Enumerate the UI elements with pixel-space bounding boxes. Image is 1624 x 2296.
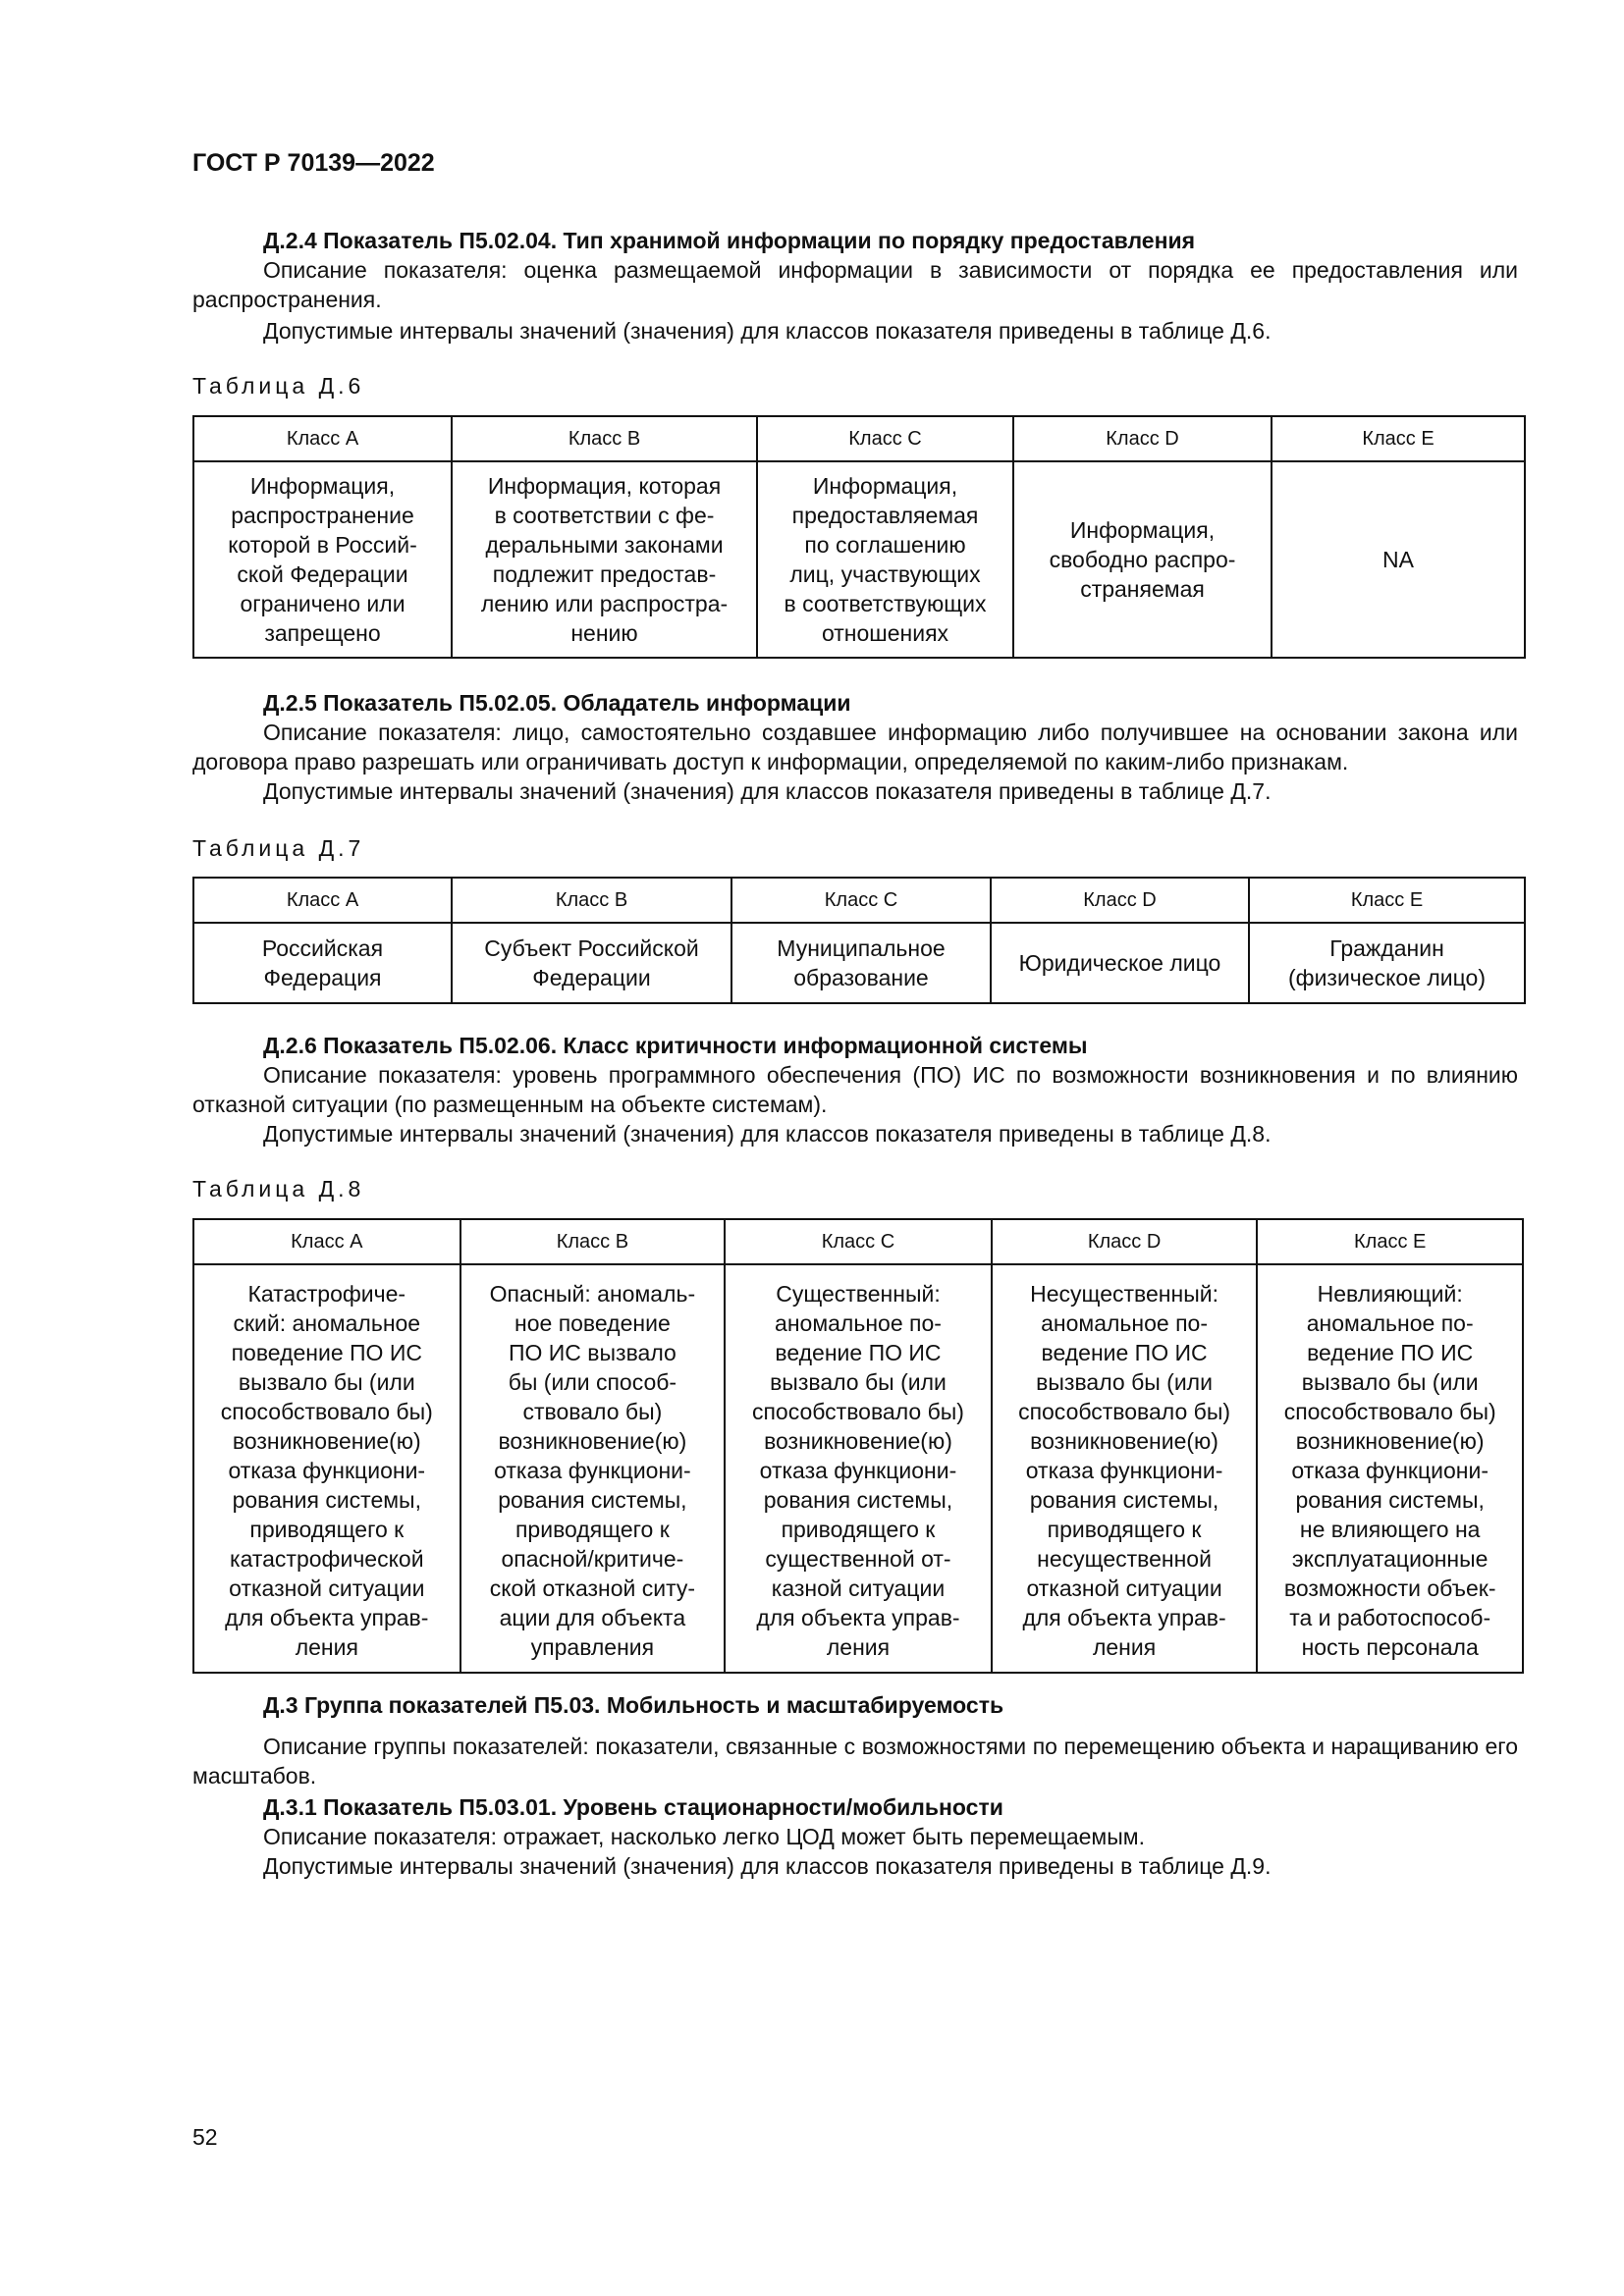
table-cell: Несущественный: аномальное по- ведение ПО ИС вызвало бы (или способствовало бы) возникновение(ю) отказа функциони- рования системы, приводящего к несущественной отказной ситуации для объекта управ- ления (992, 1264, 1258, 1673)
table-header-cell: Класс A (193, 416, 452, 461)
intervals-note: Допустимые интервалы значений (значения) для классов показателя приведены в таблице Д.9. (263, 1853, 1272, 1879)
table-caption: Таблица Д.7 (192, 835, 365, 861)
table-header-cell: Класс C (757, 416, 1013, 461)
section-heading: Д.3.1 Показатель П5.03.01. Уровень стационарности/мобильности (263, 1794, 1003, 1820)
indicator-description: Описание показателя: оценка размещаемой информации в зависимости от порядка ее предоставления или распространения. (192, 257, 1518, 312)
table-caption: Таблица Д.8 (192, 1176, 365, 1201)
table-header-cell: Класс D (1013, 416, 1272, 461)
table-cell: NA (1272, 461, 1525, 658)
table-cell: Юридическое лицо (991, 923, 1249, 1003)
section-d25 (192, 688, 1518, 806)
table-header-cell: Класс C (731, 878, 991, 923)
section-d24 (192, 226, 1518, 346)
section-d3 (192, 1690, 1518, 1790)
indicator-description: Описание показателя: уровень программного обеспечения (ПО) ИС по возможности возникновения и по влиянию отказной ситуации (по размещенным на объекте системам). (192, 1062, 1518, 1117)
table-cell: Гражданин (физическое лицо) (1249, 923, 1525, 1003)
table-header-cell: Класс A (193, 878, 452, 923)
table-header-cell: Класс D (992, 1219, 1258, 1264)
section-heading: Д.2.4 Показатель П5.02.04. Тип хранимой информации по порядку предоставления (263, 228, 1196, 253)
table-header-cell: Класс D (991, 878, 1249, 923)
table-header-cell: Класс E (1272, 416, 1525, 461)
table-cell: Муниципальное образование (731, 923, 991, 1003)
table-header-cell: Класс E (1257, 1219, 1523, 1264)
table-d6 (192, 415, 1526, 659)
table-d8 (192, 1218, 1524, 1674)
intervals-note: Допустимые интервалы значений (значения) для классов показателя приведены в таблице Д.7. (263, 778, 1272, 804)
section-heading: Д.2.5 Показатель П5.02.05. Обладатель информации (263, 690, 851, 716)
indicator-description: Описание показателя: лицо, самостоятельно создавшее информацию либо получившее на основании закона или договора право разрешать или ограничивать доступ к информации, определяемой по каким-либо признакам. (192, 720, 1518, 774)
table-header-cell: Класс E (1249, 878, 1525, 923)
section-heading: Д.2.6 Показатель П5.02.06. Класс критичности информационной системы (263, 1033, 1088, 1058)
page-number: 52 (192, 2124, 218, 2150)
section-heading: Д.3 Группа показателей П5.03. Мобильность и масштабируемость (263, 1692, 1004, 1718)
table-d7 (192, 877, 1526, 1004)
table-cell: Невлияющий: аномальное по- ведение ПО ИС вызвало бы (или способствовало бы) возникновение(ю) отказа функциони- рования системы, не влияющего на эксплуатационные возможности объек- та и работоспособ- ность персонала (1257, 1264, 1523, 1673)
table-cell: Информация, распространение которой в Россий- ской Федерации ограничено или запрещено (193, 461, 452, 658)
table-cell: Субъект Российской Федерации (452, 923, 731, 1003)
table-header-cell: Класс A (193, 1219, 460, 1264)
table-cell: Российская Федерация (193, 923, 452, 1003)
document-id-header: ГОСТ Р 70139—2022 (192, 149, 435, 177)
table-caption: Таблица Д.6 (192, 373, 365, 399)
table-cell: Существенный: аномальное по- ведение ПО ИС вызвало бы (или способствовало бы) возникновение(ю) отказа функциони- рования системы, приводящего к существенной от- казной ситуации для объекта управ- ления (725, 1264, 992, 1673)
table-cell: Информация, предоставляемая по соглашению лиц, участвующих в соответствующих отношениях (757, 461, 1013, 658)
group-description: Описание группы показателей: показатели, связанные с возможностями по перемещению объекта и наращиванию его масштабов. (192, 1734, 1518, 1789)
table-header-cell: Класс B (452, 878, 731, 923)
intervals-note: Допустимые интервалы значений (значения) для классов показателя приведены в таблице Д.8. (263, 1121, 1272, 1147)
section-d31 (192, 1792, 1518, 1881)
section-d26 (192, 1031, 1518, 1148)
table-cell: Информация, которая в соответствии с фе- деральными законами подлежит предостав- лению или распростра- нению (452, 461, 757, 658)
table-header-cell: Класс B (460, 1219, 726, 1264)
indicator-description: Описание показателя: отражает, насколько легко ЦОД может быть перемещаемым. (263, 1824, 1145, 1849)
table-header-cell: Класс B (452, 416, 757, 461)
table-header-cell: Класс C (725, 1219, 992, 1264)
table-cell: Опасный: аномаль- ное поведение ПО ИС вызвало бы (или способ- ствовало бы) возникновение(ю) отказа функциони- рования системы, приводящего к опасной/критиче- ской отказной ситу- ации для объекта управления (460, 1264, 726, 1673)
table-cell: Информация, свободно распро- страняемая (1013, 461, 1272, 658)
intervals-note: Допустимые интервалы значений (значения) для классов показателя приведены в таблице Д.6. (263, 318, 1272, 344)
table-cell: Катастрофиче- ский: аномальное поведение ПО ИС вызвало бы (или способствовало бы) возникновение(ю) отказа функциони- рования системы, приводящего к катастрофической отказной ситуации для объекта управ- ления (193, 1264, 460, 1673)
